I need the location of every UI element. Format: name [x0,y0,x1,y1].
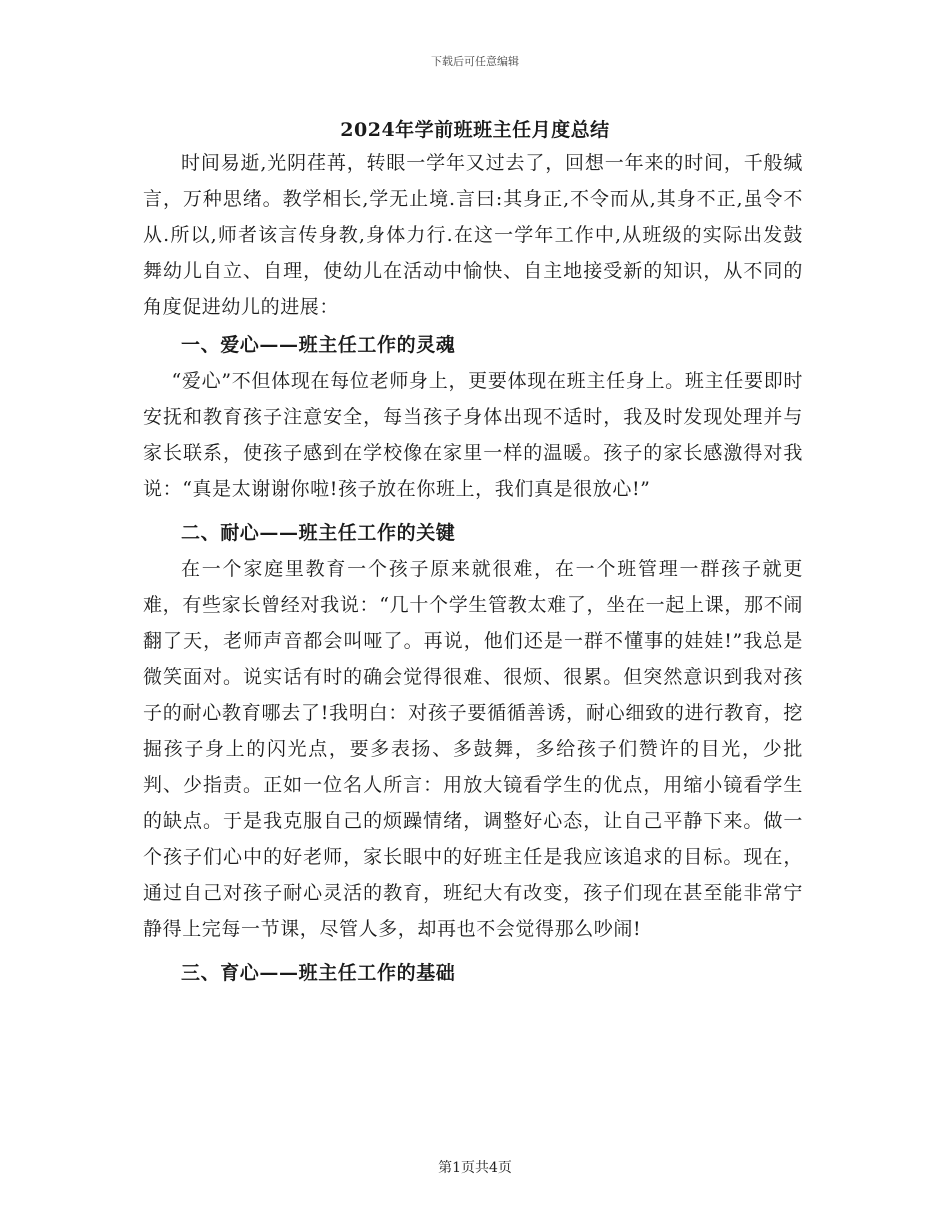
section-2-heading: 二、耐心——班主任工作的关键 [181,522,456,544]
page-footer: 第1页共4页 [438,1160,512,1176]
section-2-paragraph: 在一个家庭里教育一个孩子原来就很难，在一个班管理一群孩子就更难，有些家长曾经对我说：“几十个学生管教太难了，坐在一起上课，那不闹翻了天，老师声音都会叫哑了。再说，他们还是一群不懂事的娃娃!”我总是微笑面对。说实话有时的确会觉得很难、很烦、很累。但突然意识到我对孩子的耐心教育哪去了!我明白：对孩子要循循善诱，耐心细致的进行教育，挖掘孩子身上的闪光点，要多表扬、多鼓舞，多给孩子们赞许的目光，少批判、少指责。正如一位名人所言：用放大镜看学生的优点，用缩小镜看学生的缺点。于是我克服自己的烦躁情绪，调整好心态，让自己平静下来。做一个孩子们心中的好老师，家长眼中的好班主任是我应该追求的目标。现在，通过自己对孩子耐心灵活的教育，班纪大有改变，孩子们现在甚至能非常宁静得上完每一节课，尽管人多，却再也不会觉得那么吵闹! [143,558,803,940]
section-1-heading: 一、爱心——班主任工作的灵魂 [181,334,456,356]
header-note: 下载后可任意编辑 [431,55,519,68]
section-1-paragraph: “爱心”不但体现在每位老师身上，更要体现在班主任身上。班主任要即时安抚和教育孩子注意安全，每当孩子身体出现不适时，我及时发现处理并与家长联系，使孩子感到在学校像在家里一样的温暖。孩子的家长感激得对我说：“真是太谢谢你啦!孩子放在你班上，我们真是很放心!” [143,370,803,500]
document-body [143,145,803,991]
section-3-heading: 三、育心——班主任工作的基础 [181,962,456,984]
document-title: 2024年学前班班主任月度总结 [340,119,610,141]
intro-paragraph: 时间易逝,光阴荏苒，转眼一学年又过去了，回想一年来的时间，千般缄言，万种思绪。教学相长,学无止境.言曰:其身正,不令而从,其身不正,虽令不从.所以,师者该言传身教,身体力行.在这一学年工作中,从班级的实际出发鼓舞幼儿自立、自理，使幼儿在活动中愉快、自主地接受新的知识，从不同的角度促进幼儿的进展： [143,152,803,318]
